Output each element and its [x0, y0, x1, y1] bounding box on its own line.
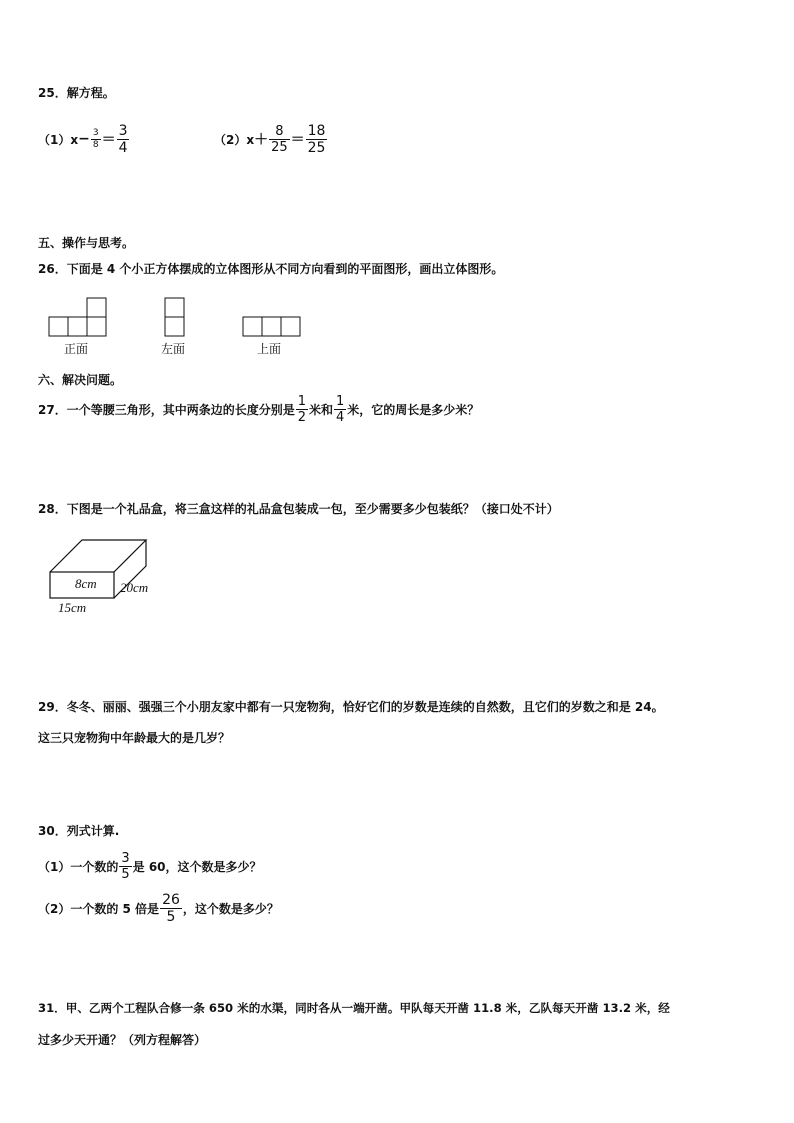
fraction-numerator: 3: [118, 122, 128, 139]
q29-line-2: 这三只宠物狗中年龄最大的是几岁？: [38, 731, 231, 745]
section-6-title: 六、解决问题。: [38, 373, 123, 387]
q25-equation-1: [38, 120, 130, 158]
eq2-operator: ＋: [254, 132, 269, 148]
q30-sub-2: [38, 889, 279, 927]
q31-line-1: 31．甲、乙两个工程队合修一条 650 米的水渠，同时各从一端开凿。甲队每天开凿 11.8 米，乙队每天开凿 13.2 米，经: [38, 1001, 670, 1015]
q28-text: 28．下图是一个礼品盒，将三盒这样的礼品盒包装成一包，至少需要多少包装纸？（接口处不计）: [38, 502, 559, 516]
q26-text: 26．下面是 4 个小正方体摆成的立体图形从不同方向看到的平面图形，画出立体图形。: [38, 262, 504, 276]
q30-sub1-before: （1）一个数的: [38, 859, 119, 874]
fraction-numerator: 1: [297, 393, 306, 409]
q30-sub2-fraction: [160, 893, 182, 924]
q30-sub2-after: ，这个数是多少？: [182, 901, 279, 916]
left-view-label: 左面: [161, 342, 186, 356]
top-view-label: 上面: [257, 342, 282, 356]
eq1-operator: −: [78, 131, 90, 147]
q31-line-2: 过多少天开通？（列方程解答）: [38, 1033, 207, 1047]
q27-text-before: 27．一个等腰三角形，其中两条边的长度分别是: [38, 402, 295, 417]
q30-sub1-after: 是 60，这个数是多少？: [132, 859, 262, 874]
fraction-numerator: 1: [336, 393, 345, 409]
q27-text-after: 米，它的周长是多少米？: [347, 402, 480, 417]
q29-line-1: 29．冬冬、丽丽、强强三个小朋友家中都有一只宠物狗，恰好它们的岁数是连续的自然数，且它们的岁数之和是 24。: [38, 700, 664, 714]
front-view-label: 正面: [64, 342, 89, 356]
fraction-denominator: 8: [92, 139, 99, 150]
eq2-fraction-2: [306, 124, 328, 155]
q30-title: 30．列式计算.: [38, 824, 120, 838]
fraction-denominator: 4: [336, 409, 345, 425]
eq2-equals: ＝: [290, 132, 305, 148]
q30-sub2-before: （2）一个数的 5 倍是: [38, 901, 160, 916]
section-5-title: 五、操作与思考。: [38, 236, 135, 250]
box-depth-label: 20cm: [120, 580, 149, 595]
fraction-denominator: 5: [166, 908, 176, 925]
fraction-denominator: 4: [118, 139, 128, 156]
box-length-label: 15cm: [58, 600, 87, 615]
q25-title: 25．解方程。: [38, 86, 115, 100]
eq1-fraction-1: [91, 129, 101, 150]
q25-equation-2: [214, 120, 328, 158]
fraction-denominator: 5: [121, 866, 130, 882]
eq1-fraction-2: [117, 124, 130, 155]
fraction-numerator: 8: [269, 125, 290, 140]
fraction-numerator: 3: [121, 850, 130, 866]
fraction-numerator: 26: [162, 891, 180, 908]
fraction-numerator: 18: [307, 122, 326, 139]
q27-fraction-1: [296, 395, 308, 424]
fraction-denominator: 25: [271, 139, 288, 155]
eq2-label: （2）x: [214, 132, 255, 147]
q30-sub1-fraction: [119, 852, 131, 881]
left-view-grid: [165, 298, 184, 336]
fraction-denominator: 25: [307, 139, 326, 156]
q27-fraction-2: [334, 395, 346, 424]
eq1-label: （1）x: [38, 132, 79, 147]
fraction-denominator: 2: [297, 409, 306, 425]
top-view-grid: [243, 317, 300, 336]
eq1-equals: ＝: [101, 132, 116, 148]
q27-text: [38, 391, 479, 427]
q27-text-middle: 米和: [308, 402, 333, 417]
q30-sub-1: [38, 848, 262, 884]
front-view-grid: [49, 298, 106, 336]
eq2-fraction-1: [269, 125, 290, 154]
box-height-label: 8cm: [75, 576, 97, 591]
fraction-numerator: 3: [92, 127, 99, 138]
